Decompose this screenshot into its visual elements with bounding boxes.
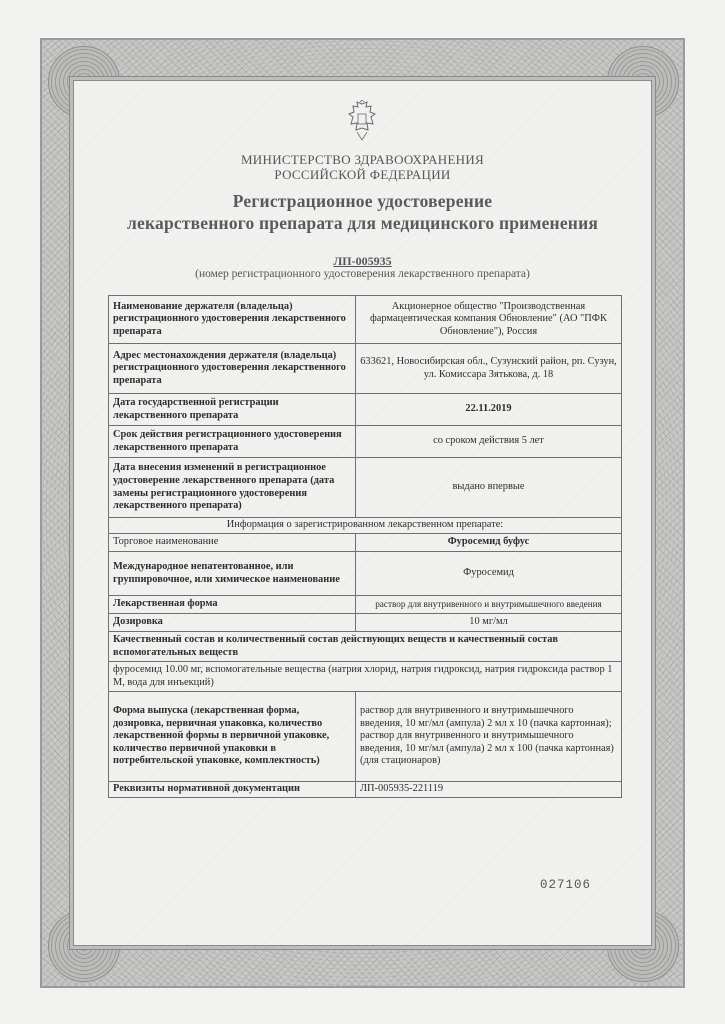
address-label: Адрес местонахождения держателя (владельца) регистрационного удостоверения лекарственного препарата xyxy=(109,344,356,394)
form-label: Лекарственная форма xyxy=(109,596,356,614)
table-row xyxy=(109,296,622,344)
inn-label: Международное непатентованное, или группировочное, или химическое наименование xyxy=(109,552,356,596)
composition-heading: Качественный состав и количественный состав действующих веществ и качественный состав вспомогательных веществ xyxy=(109,632,622,662)
composition-value: фуросемид 10.00 мг, вспомогательные вещества (натрия хлорид, натрия гидроксид, натрия гидроксида раствор 1 М, вода для инъекций) xyxy=(109,662,622,692)
document-title xyxy=(73,190,652,234)
table-row xyxy=(109,426,622,458)
dosage-value: 10 мг/мл xyxy=(356,614,622,632)
release-value xyxy=(356,692,622,782)
reg-date-value: 22.11.2019 xyxy=(356,394,622,426)
registration-table xyxy=(108,295,622,798)
docs-value: ЛП-005935-221119 xyxy=(356,782,622,798)
serial-number: 027106 xyxy=(540,878,592,892)
changes-label: Дата внесения изменений в регистрационное удостоверение лекарственного препарата (дата замены регистрационного удостоверения лекарственного препарата) xyxy=(109,458,356,518)
release-value-2: раствор для внутривенного и внутримышечного введения, 10 мг/мл (ампула) 2 мл x 100 (пачка картонная) (для стационаров) xyxy=(360,730,614,767)
holder-label: Наименование держателя (владельца) регистрационного удостоверения лекарственного препарата xyxy=(109,296,356,344)
table-row xyxy=(109,534,622,552)
release-value-1: раствор для внутривенного и внутримышечного введения, 10 мг/мл (ампула) 2 мл x 10 (пачка картонная); xyxy=(360,705,612,729)
ministry-name xyxy=(73,152,652,182)
table-row xyxy=(109,596,622,614)
table-row xyxy=(109,552,622,596)
table-row xyxy=(109,692,622,782)
info-heading: Информация о зарегистрированном лекарственном препарате: xyxy=(109,518,622,534)
inn-value: Фуросемид xyxy=(356,552,622,596)
title-line-1: Регистрационное удостоверение xyxy=(232,191,493,211)
coat-of-arms-icon xyxy=(345,100,379,142)
table-row xyxy=(109,614,622,632)
dosage-label: Дозировка xyxy=(109,614,356,632)
docs-label: Реквизиты нормативной документации xyxy=(109,782,356,798)
trade-name-label: Торговое наименование xyxy=(109,534,356,552)
changes-value: выдано впервые xyxy=(356,458,622,518)
address-value: 633621, Новосибирская обл., Сузунский район, рп. Сузун, ул. Комиссара Зятькова, д. 18 xyxy=(356,344,622,394)
table-row xyxy=(109,458,622,518)
form-value: раствор для внутривенного и внутримышечного введения xyxy=(356,596,622,614)
registration-number-caption: (номер регистрационного удостоверения лекарственного препарата) xyxy=(195,268,530,280)
title-line-2: лекарственного препарата для медицинского применения xyxy=(126,213,599,233)
table-row xyxy=(109,782,622,798)
trade-name-value: Фуросемид буфус xyxy=(356,534,622,552)
holder-value: Акционерное общество "Производственная фармацевтическая компания Обновление" (АО "ПФК Обновление"), Россия xyxy=(356,296,622,344)
table-row xyxy=(109,518,622,534)
ministry-line-1: МИНИСТЕРСТВО ЗДРАВООХРАНЕНИЯ xyxy=(240,152,485,167)
reg-date-label: Дата государственной регистрации лекарственного препарата xyxy=(109,394,356,426)
validity-label: Срок действия регистрационного удостоверения лекарственного препарата xyxy=(109,426,356,458)
table-row xyxy=(109,344,622,394)
ministry-line-2: РОССИЙСКОЙ ФЕДЕРАЦИИ xyxy=(274,167,451,182)
table-row xyxy=(109,662,622,692)
validity-value: со сроком действия 5 лет xyxy=(356,426,622,458)
registration-number: ЛП-005935 xyxy=(333,254,392,268)
release-label: Форма выпуска (лекарственная форма, дозировка, первичная упаковка, количество лекарственной формы в первичной упаковке, количество первичной упаковки в потребительской упаковке, комплектность) xyxy=(109,692,356,782)
table-row xyxy=(109,394,622,426)
table-row xyxy=(109,632,622,662)
